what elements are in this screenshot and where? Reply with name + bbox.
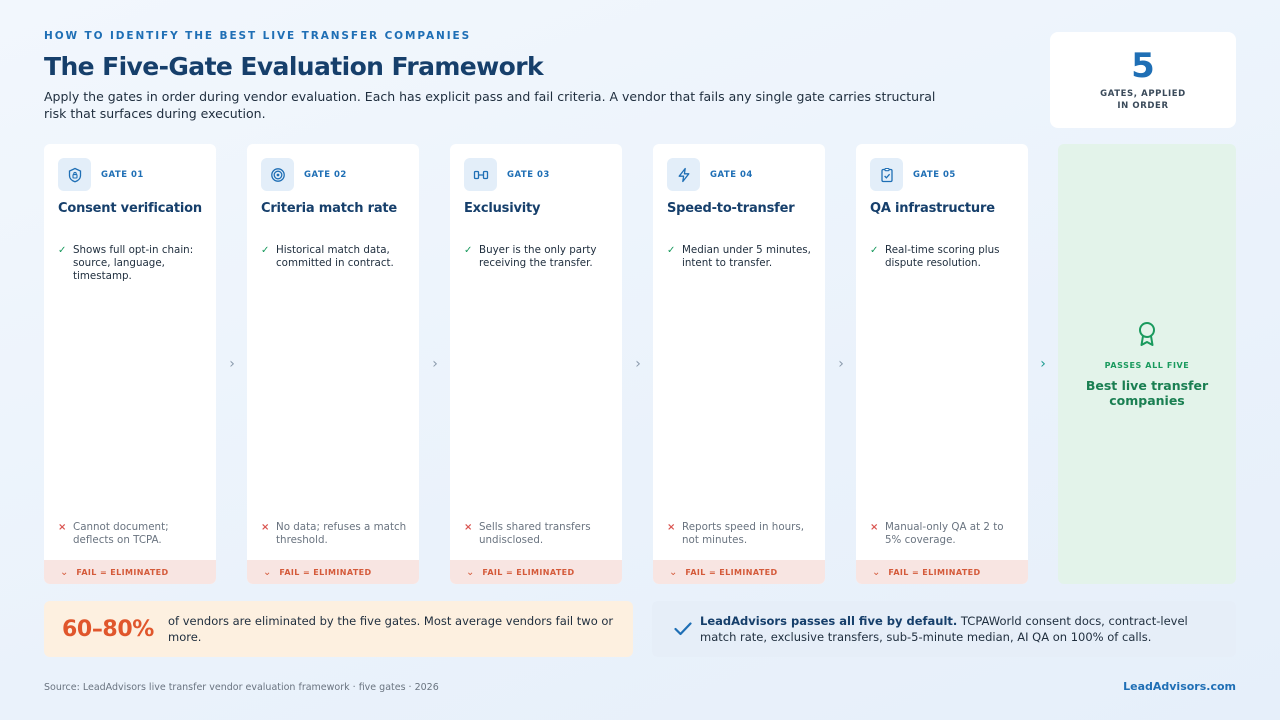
fail-label: FAIL = ELIMINATED — [76, 567, 169, 577]
chevron-down-icon: ⌄ — [872, 566, 881, 578]
pass-text: Median under 5 minutes, intent to transfer. — [682, 244, 811, 269]
fail-label: FAIL = ELIMINATED — [482, 567, 575, 577]
chevron-right-icon: › — [838, 356, 844, 372]
chevron-right-icon: › — [1040, 356, 1046, 372]
x-icon: × — [667, 522, 676, 533]
fail-criterion — [870, 521, 1020, 547]
check-icon: ✓ — [464, 245, 473, 256]
fail-criterion — [261, 521, 411, 547]
check-icon: ✓ — [261, 245, 270, 256]
check-icon: ✓ — [870, 245, 879, 256]
brand-link[interactable]: LeadAdvisors.com — [1123, 680, 1236, 693]
chevron-right-icon: › — [635, 356, 641, 372]
pass-criterion — [870, 244, 1020, 270]
x-icon: × — [464, 522, 473, 533]
source-note: Source: LeadAdvisors live transfer vendor evaluation framework · five gates · 2026 — [44, 682, 439, 693]
elimination-stat-value: 60–80% — [62, 616, 154, 642]
pass-criterion — [261, 244, 411, 270]
chevron-down-icon: ⌄ — [466, 566, 475, 578]
gate-tag: GATE 04 — [710, 169, 753, 180]
gate-title: Speed-to-transfer — [667, 201, 795, 216]
leadadvisors-detail: TCPAWorld consent docs, contract-level match rate, exclusive transfers, sub-5-minute median, AI QA on 100% of calls. — [700, 614, 1188, 644]
fail-text: Manual-only QA at 2 to 5% coverage. — [885, 521, 1004, 546]
fail-text: Reports speed in hours, not minutes. — [682, 521, 805, 546]
pass-criterion — [667, 244, 817, 270]
fail-text: Cannot document; deflects on TCPA. — [73, 521, 169, 546]
x-icon: × — [261, 522, 270, 533]
gates-count-label: GATES, APPLIED IN ORDER — [1100, 89, 1186, 111]
target-icon — [261, 158, 294, 191]
fail-label: FAIL = ELIMINATED — [888, 567, 981, 577]
pass-text: Shows full opt-in chain: source, language, timestamp. — [73, 244, 194, 282]
award-ribbon-icon — [1136, 321, 1158, 351]
eyebrow: HOW TO IDENTIFY THE BEST LIVE TRANSFER COMPANIES — [44, 30, 472, 42]
final-title: Best live transfer companies — [1085, 377, 1209, 408]
chevron-down-icon: ⌄ — [669, 566, 678, 578]
fail-criterion — [58, 521, 208, 547]
link-icon — [464, 158, 497, 191]
fail-criterion — [667, 521, 817, 547]
page-subtitle: Apply the gates in order during vendor evaluation. Each has explicit pass and fail criteria. A vendor that fails any single gate carries structural risk that surfaces during execution. — [44, 89, 936, 121]
elimination-stat-box — [44, 601, 633, 657]
elimination-stat-text: of vendors are eliminated by the five gates. Most average vendors fail two or more. — [168, 614, 614, 644]
pass-criterion — [464, 244, 614, 270]
gate-tag: GATE 02 — [304, 169, 347, 180]
pass-text: Historical match data, committed in contract. — [276, 244, 394, 269]
fail-text: Sells shared transfers undisclosed. — [479, 521, 591, 546]
gate-title: Consent verification — [58, 201, 202, 216]
fail-eliminated-bar — [44, 560, 216, 584]
fail-label: FAIL = ELIMINATED — [279, 567, 372, 577]
fail-text: No data; refuses a match threshold. — [276, 521, 407, 546]
leadadvisors-text — [700, 613, 1220, 645]
gate-title: QA infrastructure — [870, 201, 995, 216]
lightning-icon — [667, 158, 700, 191]
x-icon: × — [58, 522, 67, 533]
final-eyebrow: PASSES ALL FIVE — [1104, 360, 1190, 370]
check-icon: ✓ — [58, 245, 67, 256]
gates-summary-box — [1050, 32, 1236, 128]
chevron-down-icon: ⌄ — [60, 566, 69, 578]
clipboard-check-icon — [870, 158, 903, 191]
gate-card-speed — [653, 144, 825, 584]
chevron-down-icon: ⌄ — [263, 566, 272, 578]
chevron-right-icon: › — [432, 356, 438, 372]
check-icon: ✓ — [667, 245, 676, 256]
gate-card-criteria — [247, 144, 419, 584]
pass-criterion — [58, 244, 208, 283]
fail-eliminated-bar — [247, 560, 419, 584]
leadadvisors-callout — [652, 601, 1236, 657]
x-icon: × — [870, 522, 879, 533]
check-icon — [666, 622, 700, 636]
fail-eliminated-bar — [653, 560, 825, 584]
gate-title: Criteria match rate — [261, 201, 398, 216]
fail-eliminated-bar — [450, 560, 622, 584]
passes-all-five-card — [1058, 144, 1236, 584]
gate-card-consent — [44, 144, 216, 584]
gate-tag: GATE 03 — [507, 169, 550, 180]
pass-text: Buyer is the only party receiving the transfer. — [479, 244, 597, 269]
gates-count: 5 — [1131, 46, 1155, 86]
leadadvisors-strong: LeadAdvisors passes all five by default. — [700, 614, 958, 628]
gate-tag: GATE 05 — [913, 169, 956, 180]
fail-eliminated-bar — [856, 560, 1028, 584]
gate-tag: GATE 01 — [101, 169, 144, 180]
page-title: The Five-Gate Evaluation Framework — [44, 52, 543, 81]
gate-card-qa — [856, 144, 1028, 584]
chevron-right-icon: › — [229, 356, 235, 372]
lock-shield-icon — [58, 158, 91, 191]
fail-criterion — [464, 521, 614, 547]
pass-text: Real-time scoring plus dispute resolution. — [885, 244, 1000, 269]
gate-title: Exclusivity — [464, 201, 541, 216]
fail-label: FAIL = ELIMINATED — [685, 567, 778, 577]
gate-card-exclusivity — [450, 144, 622, 584]
